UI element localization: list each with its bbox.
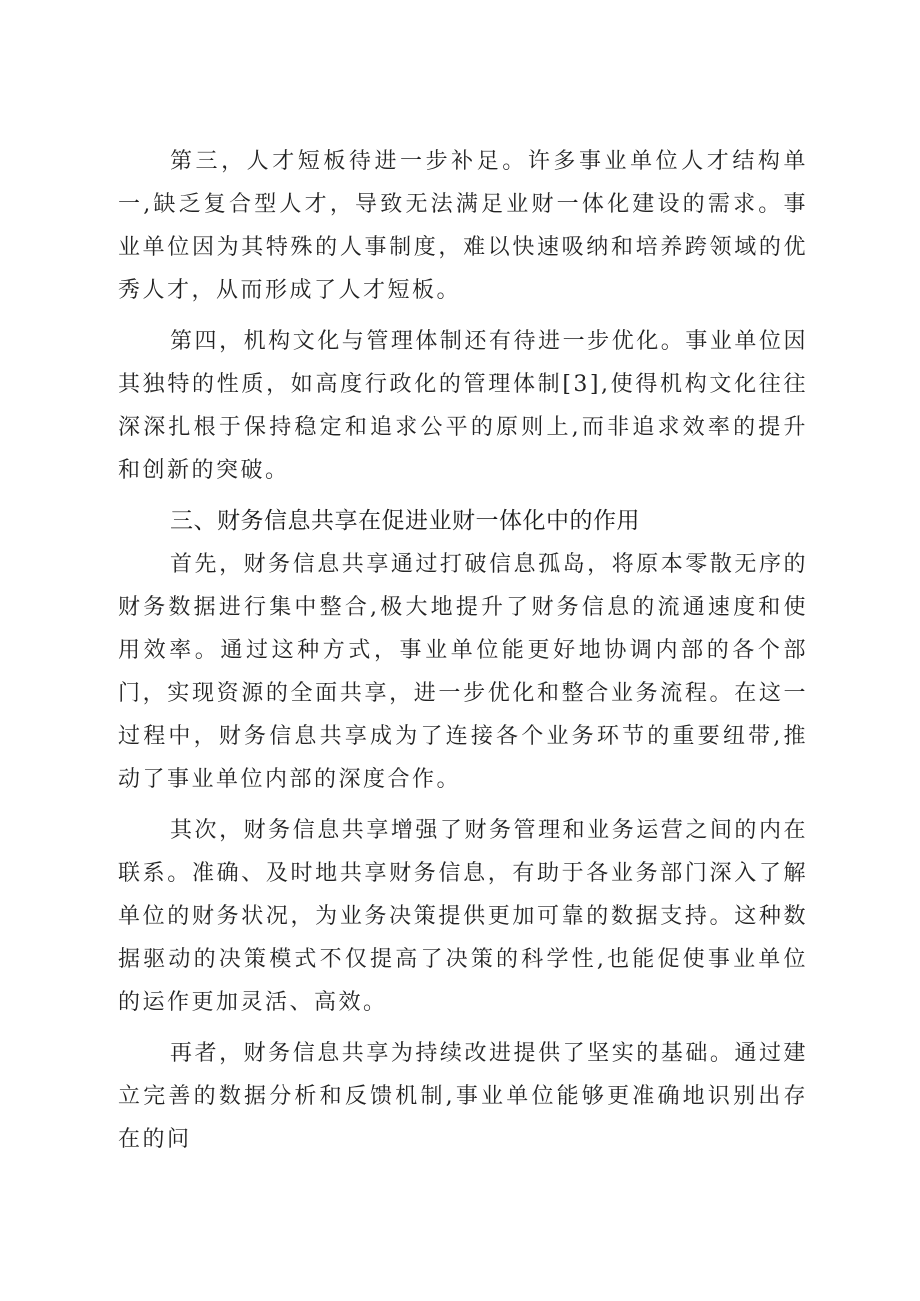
paragraph-second: 其次，财务信息共享增强了财务管理和业务运营之间的内在联系。准确、及时地共享财务信息，有助于各业务部门深入了解单位的财务状况，为业务决策提供更加可靠的数据支持。这种数据驱动的决策模式不仅提高了决策的科学性,也能促使事业单位的运作更加灵活、高效。 [118, 818, 808, 1015]
section-heading: 三、财务信息共享在促进业财一体化中的作用 [170, 508, 640, 534]
document-page [118, 140, 808, 1161]
paragraph-gap [118, 312, 808, 320]
paragraph-gap [118, 1024, 808, 1032]
paragraph-third: 再者，财务信息共享为持续改进提供了坚实的基础。通过建立完善的数据分析和反馈机制,事业单位能够更准确地识别出存在的问 [118, 1041, 808, 1152]
paragraph-institutional-culture: 第四，机构文化与管理体制还有待进一步优化。事业单位因其独特的性质，如高度行政化的管理体制[3],使得机构文化往往深深扎根于保持稳定和追求公平的原则上,而非追求效率的提升和创新的突破。 [118, 329, 808, 483]
paragraph-gap [118, 801, 808, 809]
paragraph-talent-shortage: 第三，人才短板待进一步补足。许多事业单位人才结构单一,缺乏复合型人才，导致无法满足业财一体化建设的需求。事业单位因为其特殊的人事制度，难以快速吸纳和培养跨领域的优秀人才，从而形成了人才短板。 [118, 149, 808, 303]
paragraph-first: 首先，财务信息共享通过打破信息孤岛，将原本零散无序的财务数据进行集中整合,极大地提升了财务信息的流通速度和使用效率。通过这种方式，事业单位能更好地协调内部的各个部门，实现资源的全面共享，进一步优化和整合业务流程。在这一过程中，财务信息共享成为了连接各个业务环节的重要纽带,推动了事业单位内部的深度合作。 [118, 552, 808, 792]
paragraph-gap [118, 492, 808, 500]
